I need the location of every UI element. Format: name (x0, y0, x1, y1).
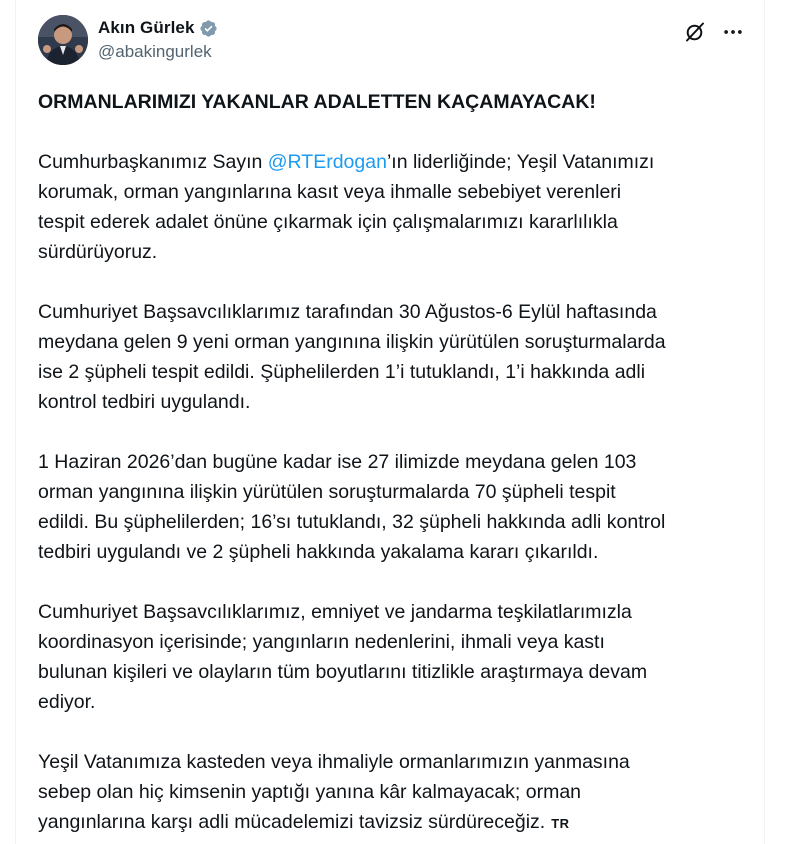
more-options-icon[interactable] (718, 17, 748, 47)
paragraph-5-line-1: Yeşil Vatanımıza kasteden veya ihmaliyle ormanlarımızın yanmasına (38, 751, 630, 773)
tr-flag-emoji: TR (551, 816, 570, 831)
grok-icon[interactable] (680, 17, 710, 47)
paragraph-3 (38, 447, 753, 567)
paragraph-4-line-1: Cumhuriyet Başsavcılıklarımız, emniyet ve jandarma teşkilatlarımızla (38, 601, 632, 623)
author-handle[interactable]: @abakingurlek (98, 42, 212, 61)
paragraph-2-line-2: meydana gelen 9 yeni orman yangınına ilişkin yürütülen soruşturmalarda (38, 331, 666, 353)
paragraph-1-line-4: sürdürüyoruz. (38, 241, 158, 263)
paragraph-1-line-3: tespit ederek adalet önüne çıkarmak için çalışmalarımızı kararlılıkla (38, 211, 618, 233)
paragraph-2 (38, 297, 753, 417)
header-actions (672, 17, 748, 47)
post-headline: ORMANLARIMIZI YAKANLAR ADALETTEN KAÇAMAYACAK! (38, 91, 596, 113)
post-text (38, 87, 753, 839)
paragraph-1-line-2: korumak, orman yangınlarına kasıt veya ihmalle sebebiyet verenleri (38, 181, 622, 203)
author-display-name[interactable]: Akın Gürlek (98, 18, 195, 37)
paragraph-5-line-2: sebep olan hiç kimsenin yaptığı yanına kâr kalmayacak; orman (38, 781, 582, 803)
author-info (98, 17, 218, 62)
paragraph-3-line-2: orman yangınına ilişkin yürütülen soruşturmalarda 70 şüpheli tespit (38, 481, 616, 503)
paragraph-4-line-2: koordinasyon içerisinde; yangınların nedenlerini, ihmali veya kastı (38, 631, 605, 653)
mention-link[interactable]: @RTErdogan (267, 151, 387, 173)
paragraph-3-line-1: 1 Haziran 2026’dan bugüne kadar ise 27 ilimizde meydana gelen 103 (38, 451, 637, 473)
avatar[interactable] (38, 15, 88, 65)
verified-badge-icon[interactable] (199, 19, 218, 38)
post-card (15, 0, 765, 844)
paragraph-4 (38, 597, 753, 717)
post-header (38, 15, 738, 65)
paragraph-2-line-3: ise 2 şüpheli tespit edildi. Şüphelilerden 1’i tutuklandı, 1’i hakkında adli (38, 361, 646, 383)
paragraph-4-line-4: ediyor. (38, 691, 96, 713)
paragraph-3-line-4: tedbiri uygulandı ve 2 şüpheli hakkında yakalama kararı çıkarıldı. (38, 541, 599, 563)
paragraph-1-line-1-start: Cumhurbaşkanımız Sayın (38, 151, 268, 173)
paragraph-1-line-1-end: ’ın liderliğinde; Yeşil Vatanımızı (386, 151, 655, 173)
paragraph-2-line-4: kontrol tedbiri uygulandı. (38, 391, 251, 413)
paragraph-5-line-3: yangınlarına karşı adli mücadelemizi tavizsiz sürdüreceğiz. (38, 811, 546, 833)
paragraph-1 (38, 147, 753, 267)
paragraph-2-line-1: Cumhuriyet Başsavcılıklarımız tarafından 30 Ağustos-6 Eylül haftasında (38, 301, 657, 323)
paragraph-3-line-3: edildi. Bu şüphelilerden; 16’sı tutuklandı, 32 şüpheli hakkında adli kontrol (38, 511, 666, 533)
paragraph-5 (38, 747, 753, 839)
paragraph-4-line-3: bulunan kişileri ve olayların tüm boyutlarını titizlikle araştırmaya devam (38, 661, 648, 683)
